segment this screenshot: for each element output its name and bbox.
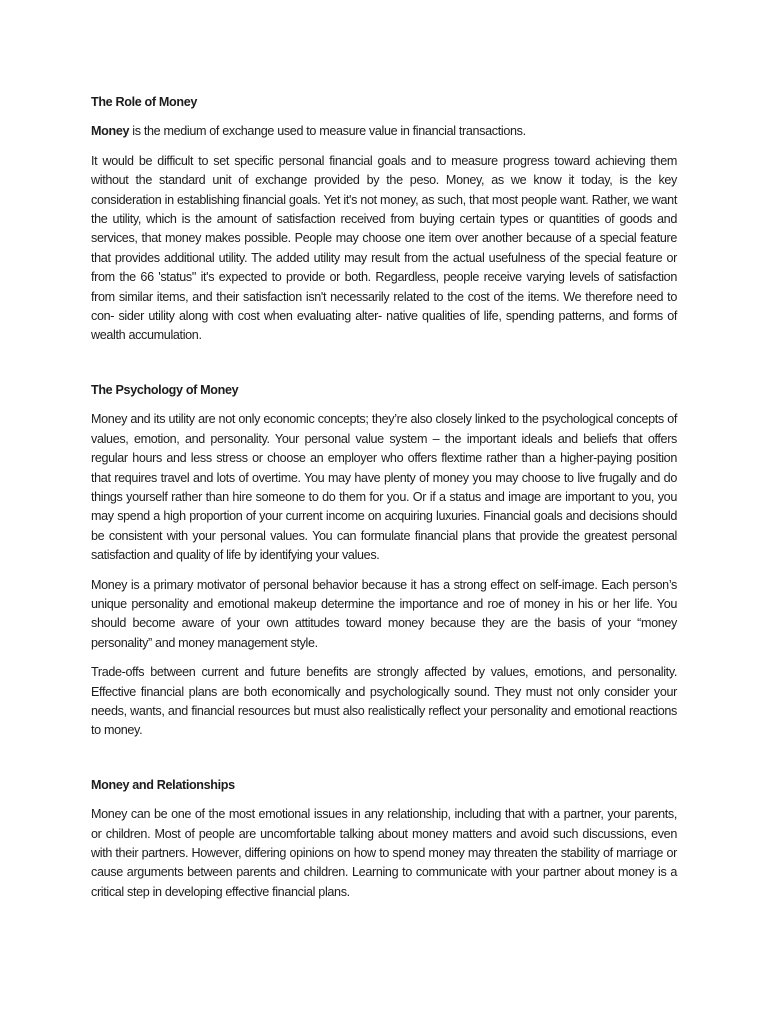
section-money-and-relationships xyxy=(91,776,677,902)
definition-term: Money xyxy=(91,124,130,139)
definition-text: is the medium of exchange used to measure value in financial transactions. xyxy=(129,124,526,139)
body-paragraph: Money is a primary motivator of personal behavior because it has a strong effect on self-image. Each person’s unique personality and emotional makeup determine the importance and roe of money in his or her life. You should become aware of your own attitudes toward money because they are the basis of your “money personality” and money management style. xyxy=(91,577,677,650)
body-paragraph: Money and its utility are not only economic concepts; they’re also closely linked to the psychological concepts of values, emotion, and personality. Your personal value system – the important ideals and beliefs that offers regular hours and less stress or choose an employer who offers flextime rather than a higher-paying position that requires travel and lots of overtime. You may have plenty of money you may choose to live frugally and do things yourself rather than hire someone to do them for you. Or if a status and image are important to you, you may spend a high proportion of your current income on acquiring luxuries. Financial goals and decisions should be consistent with your personal values. You can formulate financial plans that provide the greatest personal satisfaction and quality of life by identifying your values. xyxy=(91,412,677,563)
section-heading: Money and Relationships xyxy=(91,777,235,792)
definition-paragraph xyxy=(91,122,677,141)
section-role-of-money xyxy=(91,93,677,346)
body-paragraph: Trade-offs between current and future benefits are strongly affected by values, emotions, and personality. Effective financial plans are both economically and psychologically sound. They must not only consider your needs, wants, and financial resources but must also realistically reflect your personality and emotional reactions to money. xyxy=(91,665,677,738)
section-heading: The Psychology of Money xyxy=(91,382,239,397)
body-paragraph: Money can be one of the most emotional issues in any relationship, including that with a partner, your parents, or children. Most of people are uncomfortable talking about money matters and avoid such discussions, even with their partners. However, differing opinions on how to spend money may threaten the stability of marriage or cause arguments between parents and children. Learning to communicate with your partner about money is a critical step in developing effective financial plans. xyxy=(91,807,677,899)
section-psychology-of-money xyxy=(91,381,677,741)
section-heading: The Role of Money xyxy=(91,95,197,109)
document-page xyxy=(91,93,677,902)
body-paragraph: It would be difficult to set specific personal financial goals and to measure progress toward achieving them without the standard unit of exchange provided by the peso. Money, as we know it today, is the key consideration in establishing financial goals. Yet it's not money, as such, that most people want. Rather, we want the utility, which is the amount of satisfaction received from buying certain types or quantities of goods and services, that money makes possible. People may choose one item over another because of a special feature that provides additional utility. The added utility may result from the actual usefulness of the special feature or from the 66 'status" it's expected to provide or both. Regardless, people receive varying levels of satisfaction from similar items, and their satisfaction isn't necessarily related to the cost of the items. We therefore need to con- sider utility along with cost when evaluating alter- native qualities of life, spending patterns, and forms of wealth accumulation. xyxy=(91,153,677,343)
